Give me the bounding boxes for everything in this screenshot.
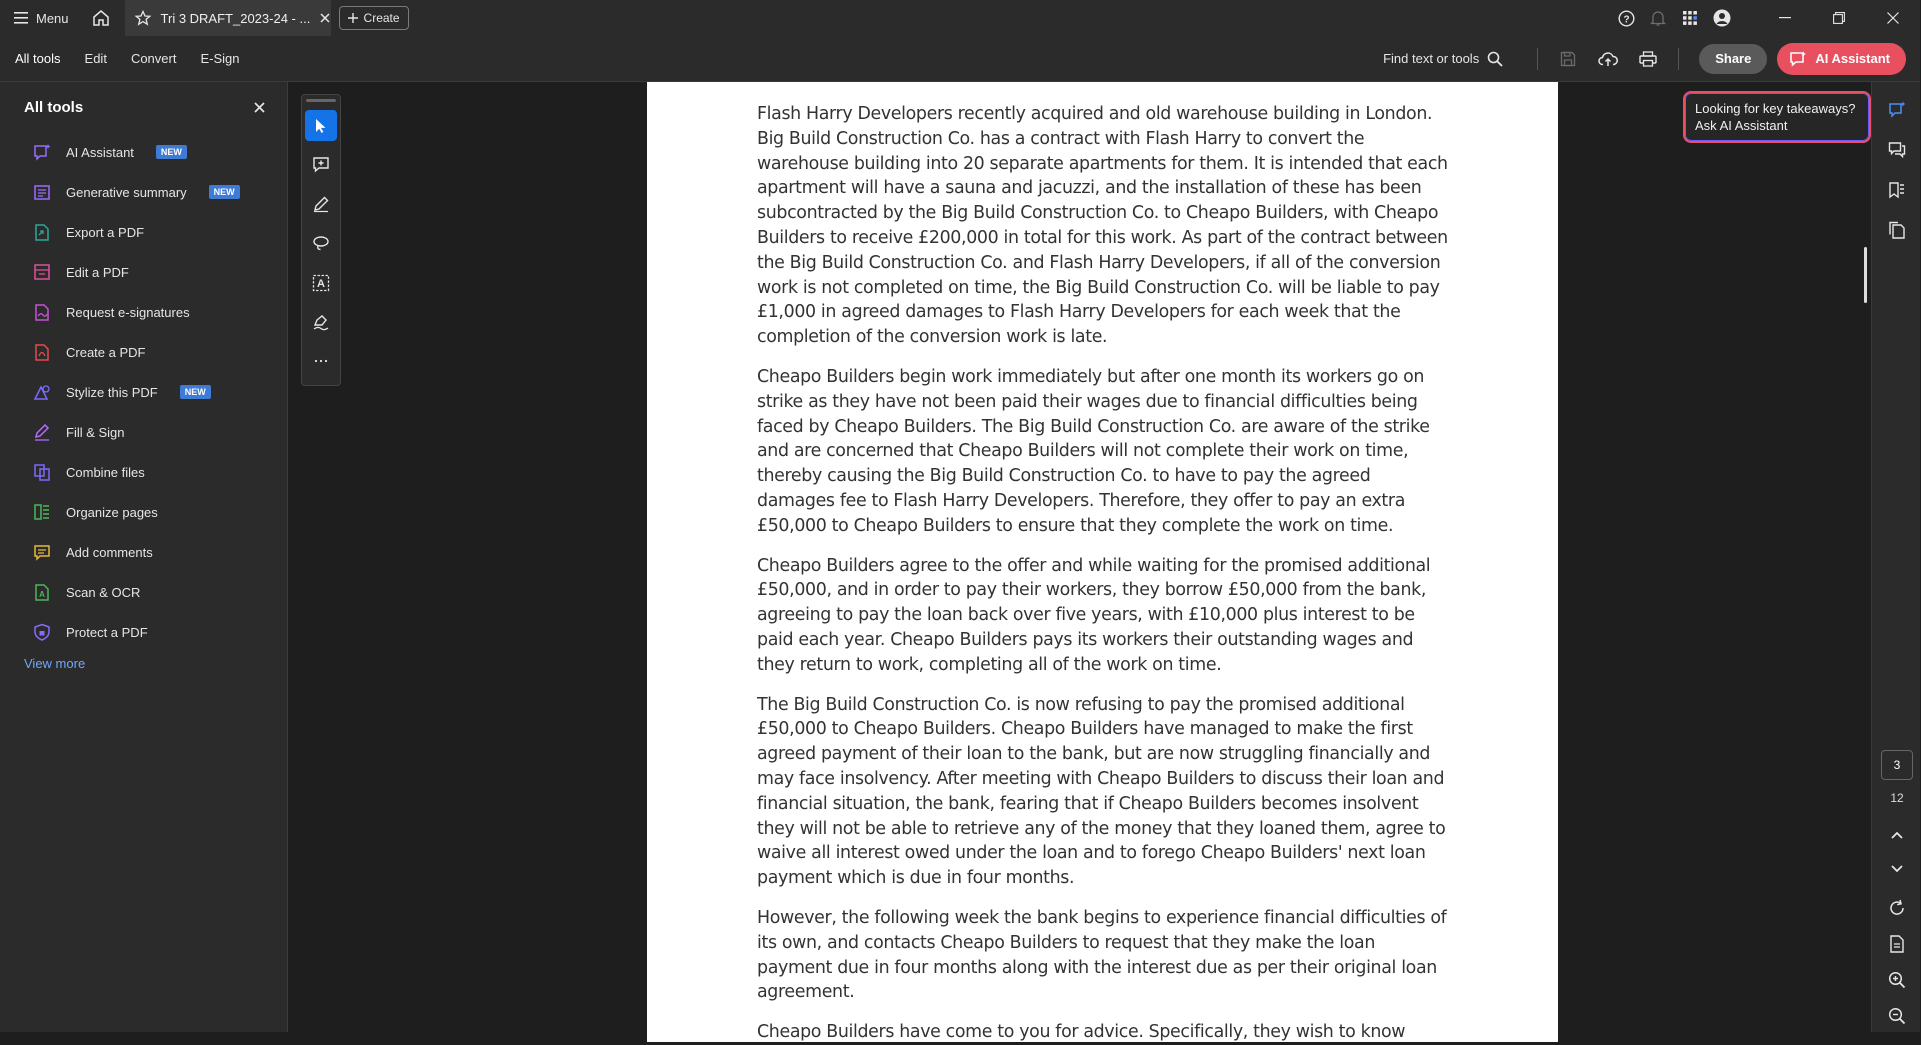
tool-item-fill-sign[interactable]	[0, 412, 287, 452]
all-tools-panel	[0, 82, 288, 1032]
star-icon[interactable]	[135, 10, 151, 26]
combine-files-icon	[32, 462, 52, 482]
document-paragraph: Cheapo Builders have come to you for advice. Specifically, they wish to know	[757, 1022, 1406, 1043]
view-more-link[interactable]: View more	[24, 656, 86, 671]
zoom-in-button[interactable]	[1872, 960, 1921, 1000]
tool-item-label: Stylize this PDF	[66, 384, 158, 400]
document-paragraph: Flash Harry Developers recently acquired and old warehouse building in London. Big Build Construction Co. has a contract with Flash Harry to convert the warehouse building into 20 separate apartments for them. It is intended that each apartment will have a sauna and jacuzzi, and the installation of these has been subcontracted by the Big Build Construction Co. to Cheapo Builders, with Cheapo Builders to receive £200,000 in total for this work. As part of the contract between the Big Build Construction Co. and Flash Harry Developers, if all of the conversion work is not completed on time, the Big Build Construction Co. will be liable to pay £1,000 in agreed damages to Flash Harry Developers for each week that the completion of the conversion work is late.	[757, 104, 1448, 348]
tool-item-scan-ocr[interactable]	[0, 572, 287, 612]
fill-sign-icon	[32, 422, 52, 442]
add-comments-icon	[32, 542, 52, 562]
bookmarks-icon	[1888, 181, 1906, 199]
right-rail	[1871, 82, 1920, 1032]
next-page-button[interactable]	[1872, 849, 1921, 889]
tooltip-line-2: Ask AI Assistant	[1695, 118, 1788, 133]
share-button[interactable]: Share	[1699, 44, 1767, 74]
cloud-upload-icon	[1598, 51, 1618, 67]
apps-button[interactable]	[1674, 0, 1706, 36]
tab-edit[interactable]: Edit	[84, 51, 107, 66]
rotate-icon	[1888, 899, 1906, 917]
divider	[1678, 48, 1679, 70]
create-label: Create	[363, 11, 400, 25]
minimize-icon	[1779, 17, 1791, 19]
cursor-arrow-icon	[314, 118, 328, 134]
tooltip-line-1: Looking for key takeaways?	[1695, 101, 1856, 116]
document-paragraph: However, the following week the bank begins to experience financial difficulties of its own, and contacts Cheapo Builders to request that they make the loan payment due in four months along with the interest due as per their original loan agreement.	[757, 907, 1447, 1003]
protect-pdf-icon	[32, 622, 52, 642]
export-pdf-icon	[32, 222, 52, 242]
account-button[interactable]	[1706, 0, 1738, 36]
add-comment-tool[interactable]	[305, 149, 337, 180]
drag-handle[interactable]	[306, 99, 336, 102]
stylize-pdf-icon	[32, 382, 52, 402]
tab-convert[interactable]: Convert	[130, 51, 177, 66]
select-tool[interactable]	[305, 110, 337, 141]
save-icon	[1560, 51, 1576, 67]
quick-tools-bar	[301, 94, 341, 386]
tool-item-combine-files[interactable]	[0, 452, 287, 492]
pen-icon	[312, 195, 330, 213]
new-badge: NEW	[180, 385, 211, 399]
svg-text:A: A	[39, 590, 45, 599]
pages-icon	[1888, 221, 1906, 239]
panel-title: All tools	[24, 98, 84, 116]
tool-item-create-a-pdf[interactable]	[0, 332, 287, 372]
avatar-icon	[1713, 9, 1731, 27]
tool-item-ai-assistant[interactable]	[0, 132, 287, 172]
tool-item-label: Organize pages	[66, 504, 158, 520]
help-button[interactable]	[1610, 0, 1642, 36]
tool-item-label: Fill & Sign	[66, 424, 125, 440]
comment-plus-icon	[312, 156, 330, 174]
text-box-tool[interactable]	[305, 267, 337, 298]
tool-item-edit-a-pdf[interactable]	[0, 252, 287, 292]
main-toolbar	[0, 36, 1920, 82]
tool-item-protect-a-pdf[interactable]	[0, 612, 287, 652]
document-paragraph: Cheapo Builders agree to the offer and while waiting for the promised additional £50,000, and in order to pay their workers, they borrow £50,000 from the bank, agreeing to pay the loan back over five years, with £10,000 plus interest to be paid each year. Cheapo Builders pays its workers their outstanding wages and they return to work, completing all of the work on time.	[757, 555, 1431, 675]
ai-assistant-tooltip[interactable]	[1683, 91, 1871, 143]
menu-label: Menu	[36, 10, 69, 26]
create-pdf-icon	[32, 342, 52, 362]
new-badge: NEW	[209, 185, 240, 199]
document-paragraph: The Big Build Construction Co. is now refusing to pay the promised additional £50,000 to Cheapo Builders. Cheapo Builders have managed to make the first agreed payment of their loan to the bank, but are now struggling financially and may face insolvency. After meeting with Cheapo Builders to discuss their loan and financial situation, the bank, fearing that if Cheapo Builders becomes insolvent they will not be able to retrieve any of the money that they loaned them, agree to waive all interest owed under the loan and to forego Cheapo Builders' next loan payment which is due in four months.	[757, 694, 1446, 889]
tool-item-label: Create a PDF	[66, 344, 146, 360]
find-tools-search[interactable]	[1383, 51, 1503, 67]
tool-item-label: Add comments	[66, 544, 153, 560]
svg-text:?: ?	[1622, 14, 1630, 25]
organize-pages-icon	[32, 502, 52, 522]
search-icon	[1487, 51, 1503, 67]
signature-icon	[312, 313, 330, 331]
tool-item-label: Request e-signatures	[66, 304, 190, 320]
scan-ocr-icon	[32, 582, 52, 602]
menu-tabs	[0, 36, 240, 82]
hamburger-icon	[14, 12, 28, 24]
tab-all-tools[interactable]: All tools	[15, 51, 61, 66]
ai-chat-icon	[1888, 101, 1906, 119]
comments-icon	[1888, 141, 1906, 159]
pdf-page[interactable]	[647, 82, 1558, 1042]
chevron-down-icon	[1891, 865, 1903, 873]
request-esign-icon	[32, 302, 52, 322]
tab-title: Tri 3 DRAFT_2023-24 - ...	[160, 10, 311, 26]
tool-item-stylize-this-pdf[interactable]	[0, 372, 287, 412]
tool-item-request-e-signatures[interactable]	[0, 292, 287, 332]
tab-esign[interactable]: E-Sign	[200, 51, 240, 66]
tool-item-label: Export a PDF	[66, 224, 145, 240]
chevron-up-icon	[1891, 831, 1903, 839]
tool-item-generative-summary[interactable]	[0, 172, 287, 212]
print-button[interactable]	[1628, 36, 1668, 82]
close-window-button[interactable]	[1866, 0, 1920, 36]
close-panel-icon[interactable]	[254, 102, 265, 113]
tool-item-label: Protect a PDF	[66, 624, 148, 640]
find-label: Find text or tools	[1383, 51, 1480, 66]
ai-assistant-button[interactable]	[1777, 43, 1906, 75]
divider	[1537, 48, 1538, 70]
lasso-draw-icon	[312, 234, 330, 252]
print-icon	[1639, 51, 1657, 67]
notifications-button[interactable]	[1642, 0, 1674, 36]
tool-item-add-comments[interactable]	[0, 532, 287, 572]
zoom-in-icon	[1888, 971, 1906, 989]
tool-item-label: Scan & OCR	[66, 584, 141, 600]
restore-icon	[1833, 12, 1845, 24]
save-button[interactable]	[1548, 36, 1588, 82]
page-display-button[interactable]	[1872, 924, 1921, 964]
comments-panel-button[interactable]	[1872, 130, 1921, 170]
ai-assistant-panel-button[interactable]	[1872, 90, 1921, 130]
text-select-icon	[312, 274, 330, 292]
tool-item-label: Generative summary	[66, 184, 187, 200]
bookmarks-panel-button[interactable]	[1872, 170, 1921, 210]
more-tools-button[interactable]	[305, 346, 337, 377]
restore-button[interactable]	[1812, 0, 1866, 36]
tool-item-export-a-pdf[interactable]	[0, 212, 287, 252]
ai-assistant-icon	[1789, 51, 1807, 67]
vertical-scrollbar[interactable]	[1864, 247, 1867, 303]
close-tab-icon[interactable]	[320, 13, 330, 23]
create-button[interactable]	[339, 6, 409, 30]
title-bar	[0, 0, 1920, 36]
tool-list	[0, 132, 287, 652]
generative-summary-icon	[32, 182, 52, 202]
new-badge: NEW	[156, 145, 187, 159]
tool-item-label: AI Assistant	[66, 144, 134, 160]
sign-tool[interactable]	[305, 306, 337, 337]
apps-grid-icon	[1682, 10, 1698, 26]
upload-button[interactable]	[1588, 36, 1628, 82]
pages-panel-button[interactable]	[1872, 210, 1921, 250]
edit-pdf-icon	[32, 262, 52, 282]
home-button[interactable]	[85, 0, 117, 36]
document-viewer[interactable]	[289, 82, 1871, 1043]
home-icon	[92, 9, 110, 27]
zoom-out-button[interactable]	[1872, 996, 1921, 1036]
tool-item-label: Combine files	[66, 464, 145, 480]
bell-icon	[1650, 10, 1666, 27]
close-icon	[1887, 12, 1899, 24]
ai-assistant-label: AI Assistant	[1815, 51, 1890, 66]
total-pages: 12	[1890, 791, 1904, 805]
draw-tool[interactable]	[305, 228, 337, 259]
ai-assistant-icon	[32, 142, 52, 162]
zoom-out-icon	[1888, 1007, 1906, 1025]
tool-item-label: Edit a PDF	[66, 264, 129, 280]
document-paragraph: Cheapo Builders begin work immediately but after one month its workers go on strike as they have not been paid their wages due to financial difficulties being faced by Cheapo Builders. The Big Build Construction Co. are aware of the strike and are concerned that Cheapo Builders will not complete their work on time, thereby causing the Big Build Construction Co. to have to pay the agreed damages fee to Flash Harry Developers. Therefore, they offer to pay an extra £50,000 to Cheapo Builders to ensure that they complete the work on time.	[757, 366, 1430, 536]
plus-icon	[348, 13, 358, 23]
current-page-input[interactable]: 3	[1881, 750, 1913, 780]
menu-button[interactable]	[0, 0, 83, 36]
document-tab[interactable]	[125, 0, 331, 36]
tool-item-organize-pages[interactable]	[0, 492, 287, 532]
page-display-icon	[1889, 935, 1905, 953]
minimize-button[interactable]	[1758, 0, 1812, 36]
help-icon	[1618, 10, 1635, 27]
highlight-tool[interactable]	[305, 189, 337, 220]
svg-text:A: A	[317, 277, 325, 290]
more-icon	[314, 359, 328, 363]
rotate-button[interactable]	[1872, 888, 1921, 928]
